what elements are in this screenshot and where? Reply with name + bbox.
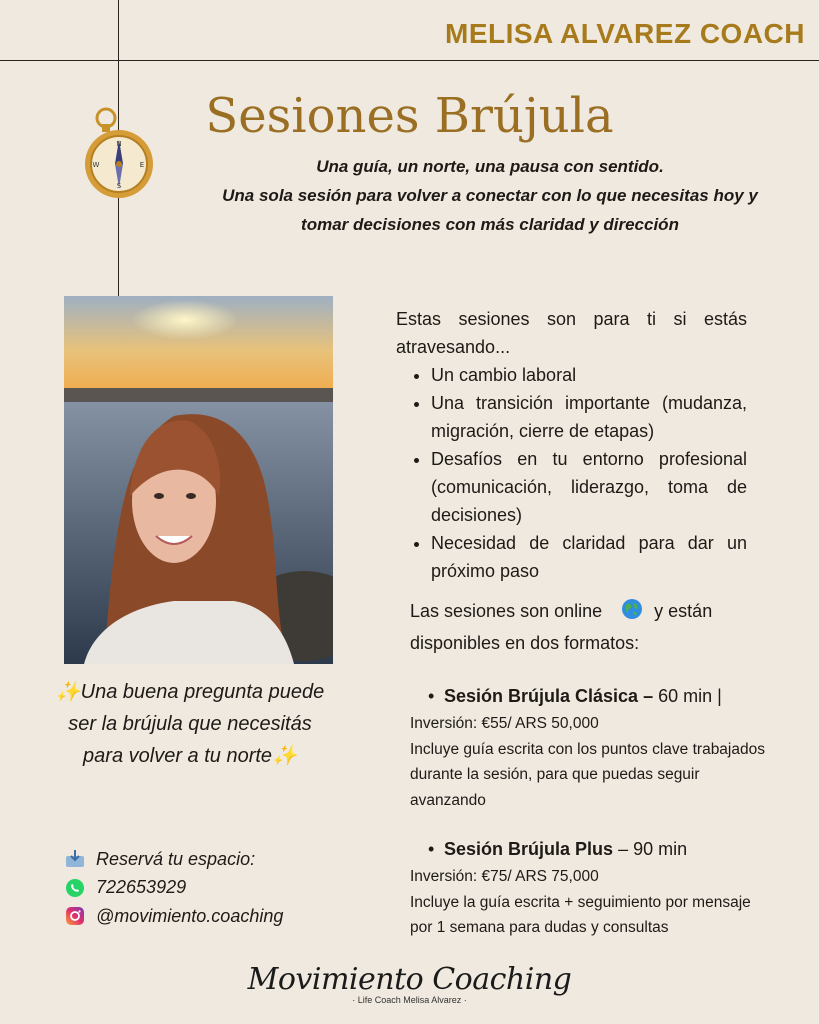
phone-number[interactable]: 722653929	[96, 877, 187, 898]
tagline-line-2: Una sola sesión para volver a conectar con lo que necesitas hoy y	[222, 186, 758, 205]
quote-line-2: ser la brújula que necesitás	[68, 713, 312, 735]
coach-photo	[64, 296, 333, 664]
sparkles-icon: ✨	[55, 681, 81, 703]
session-plus	[410, 834, 770, 941]
svg-text:N: N	[116, 140, 122, 148]
session-classic	[410, 681, 770, 813]
logo	[0, 962, 819, 1005]
logo-subtitle: · Life Coach Melisa Alvarez ·	[352, 995, 467, 1005]
quote	[40, 676, 340, 772]
list-item: • Una transición importante (mudanza, migración, cierre de etapas)	[431, 389, 747, 445]
horizontal-divider	[0, 60, 819, 61]
session-name: Sesión Brújula Plus	[444, 839, 614, 859]
bullet-list	[396, 361, 747, 585]
quote-line-3: para volver a tu norte	[83, 745, 273, 767]
online-line-1b: y están	[654, 601, 713, 621]
svg-text:S: S	[116, 182, 122, 190]
list-item: • Necesidad de claridad para dar un próximo paso	[431, 529, 747, 585]
session-price: Inversión: €75/ ARS 75,000	[410, 868, 599, 885]
svg-text:W: W	[92, 161, 100, 169]
inbox-icon	[64, 848, 86, 870]
list-item: • Un cambio laboral	[431, 361, 747, 389]
tagline-line-3: tomar decisiones con más claridad y dirección	[301, 215, 679, 234]
session-duration: 60 min |	[658, 686, 722, 706]
svg-text:E: E	[139, 161, 145, 169]
globe-icon	[621, 598, 643, 629]
whatsapp-icon	[64, 877, 86, 899]
tagline	[190, 152, 790, 239]
tagline-line-1: Una guía, un norte, una pausa con sentido.	[316, 157, 664, 176]
session-price: Inversión: €55/ ARS 50,000	[410, 715, 599, 732]
session-name: Sesión Brújula Clásica –	[444, 686, 654, 706]
logo-script: Movimiento Coaching	[247, 962, 572, 997]
instagram-handle[interactable]: @movimiento.coaching	[96, 905, 284, 926]
intro-text: Estas sesiones son para ti si estás atravesando...	[396, 309, 747, 357]
page-title: Sesiones Brújula	[205, 88, 614, 144]
reserve-label: Reservá tu espacio:	[96, 848, 256, 869]
list-item: • Desafíos en tu entorno profesional (comunicación, liderazgo, toma de decisiones)	[431, 445, 747, 529]
contact-block	[64, 845, 283, 931]
online-line-1: Las sesiones son online	[410, 601, 603, 621]
online-line-2: disponibles en dos formatos:	[410, 632, 640, 653]
online-info	[410, 597, 750, 657]
instagram-icon	[64, 905, 86, 927]
session-duration: – 90 min	[618, 839, 688, 859]
sparkles-icon: ✨	[272, 745, 297, 767]
session-description: Incluye la guía escrita + seguimiento por mensaje por 1 semana para dudas y consultas	[410, 893, 751, 936]
session-description: Incluye guía escrita con los puntos clave trabajados durante la sesión, para que puedas seguir avanzando	[410, 740, 765, 809]
brand-name: MELISA ALVAREZ COACH	[445, 18, 805, 49]
audience-section	[396, 305, 747, 585]
quote-line-1: Una buena pregunta puede	[80, 681, 325, 703]
